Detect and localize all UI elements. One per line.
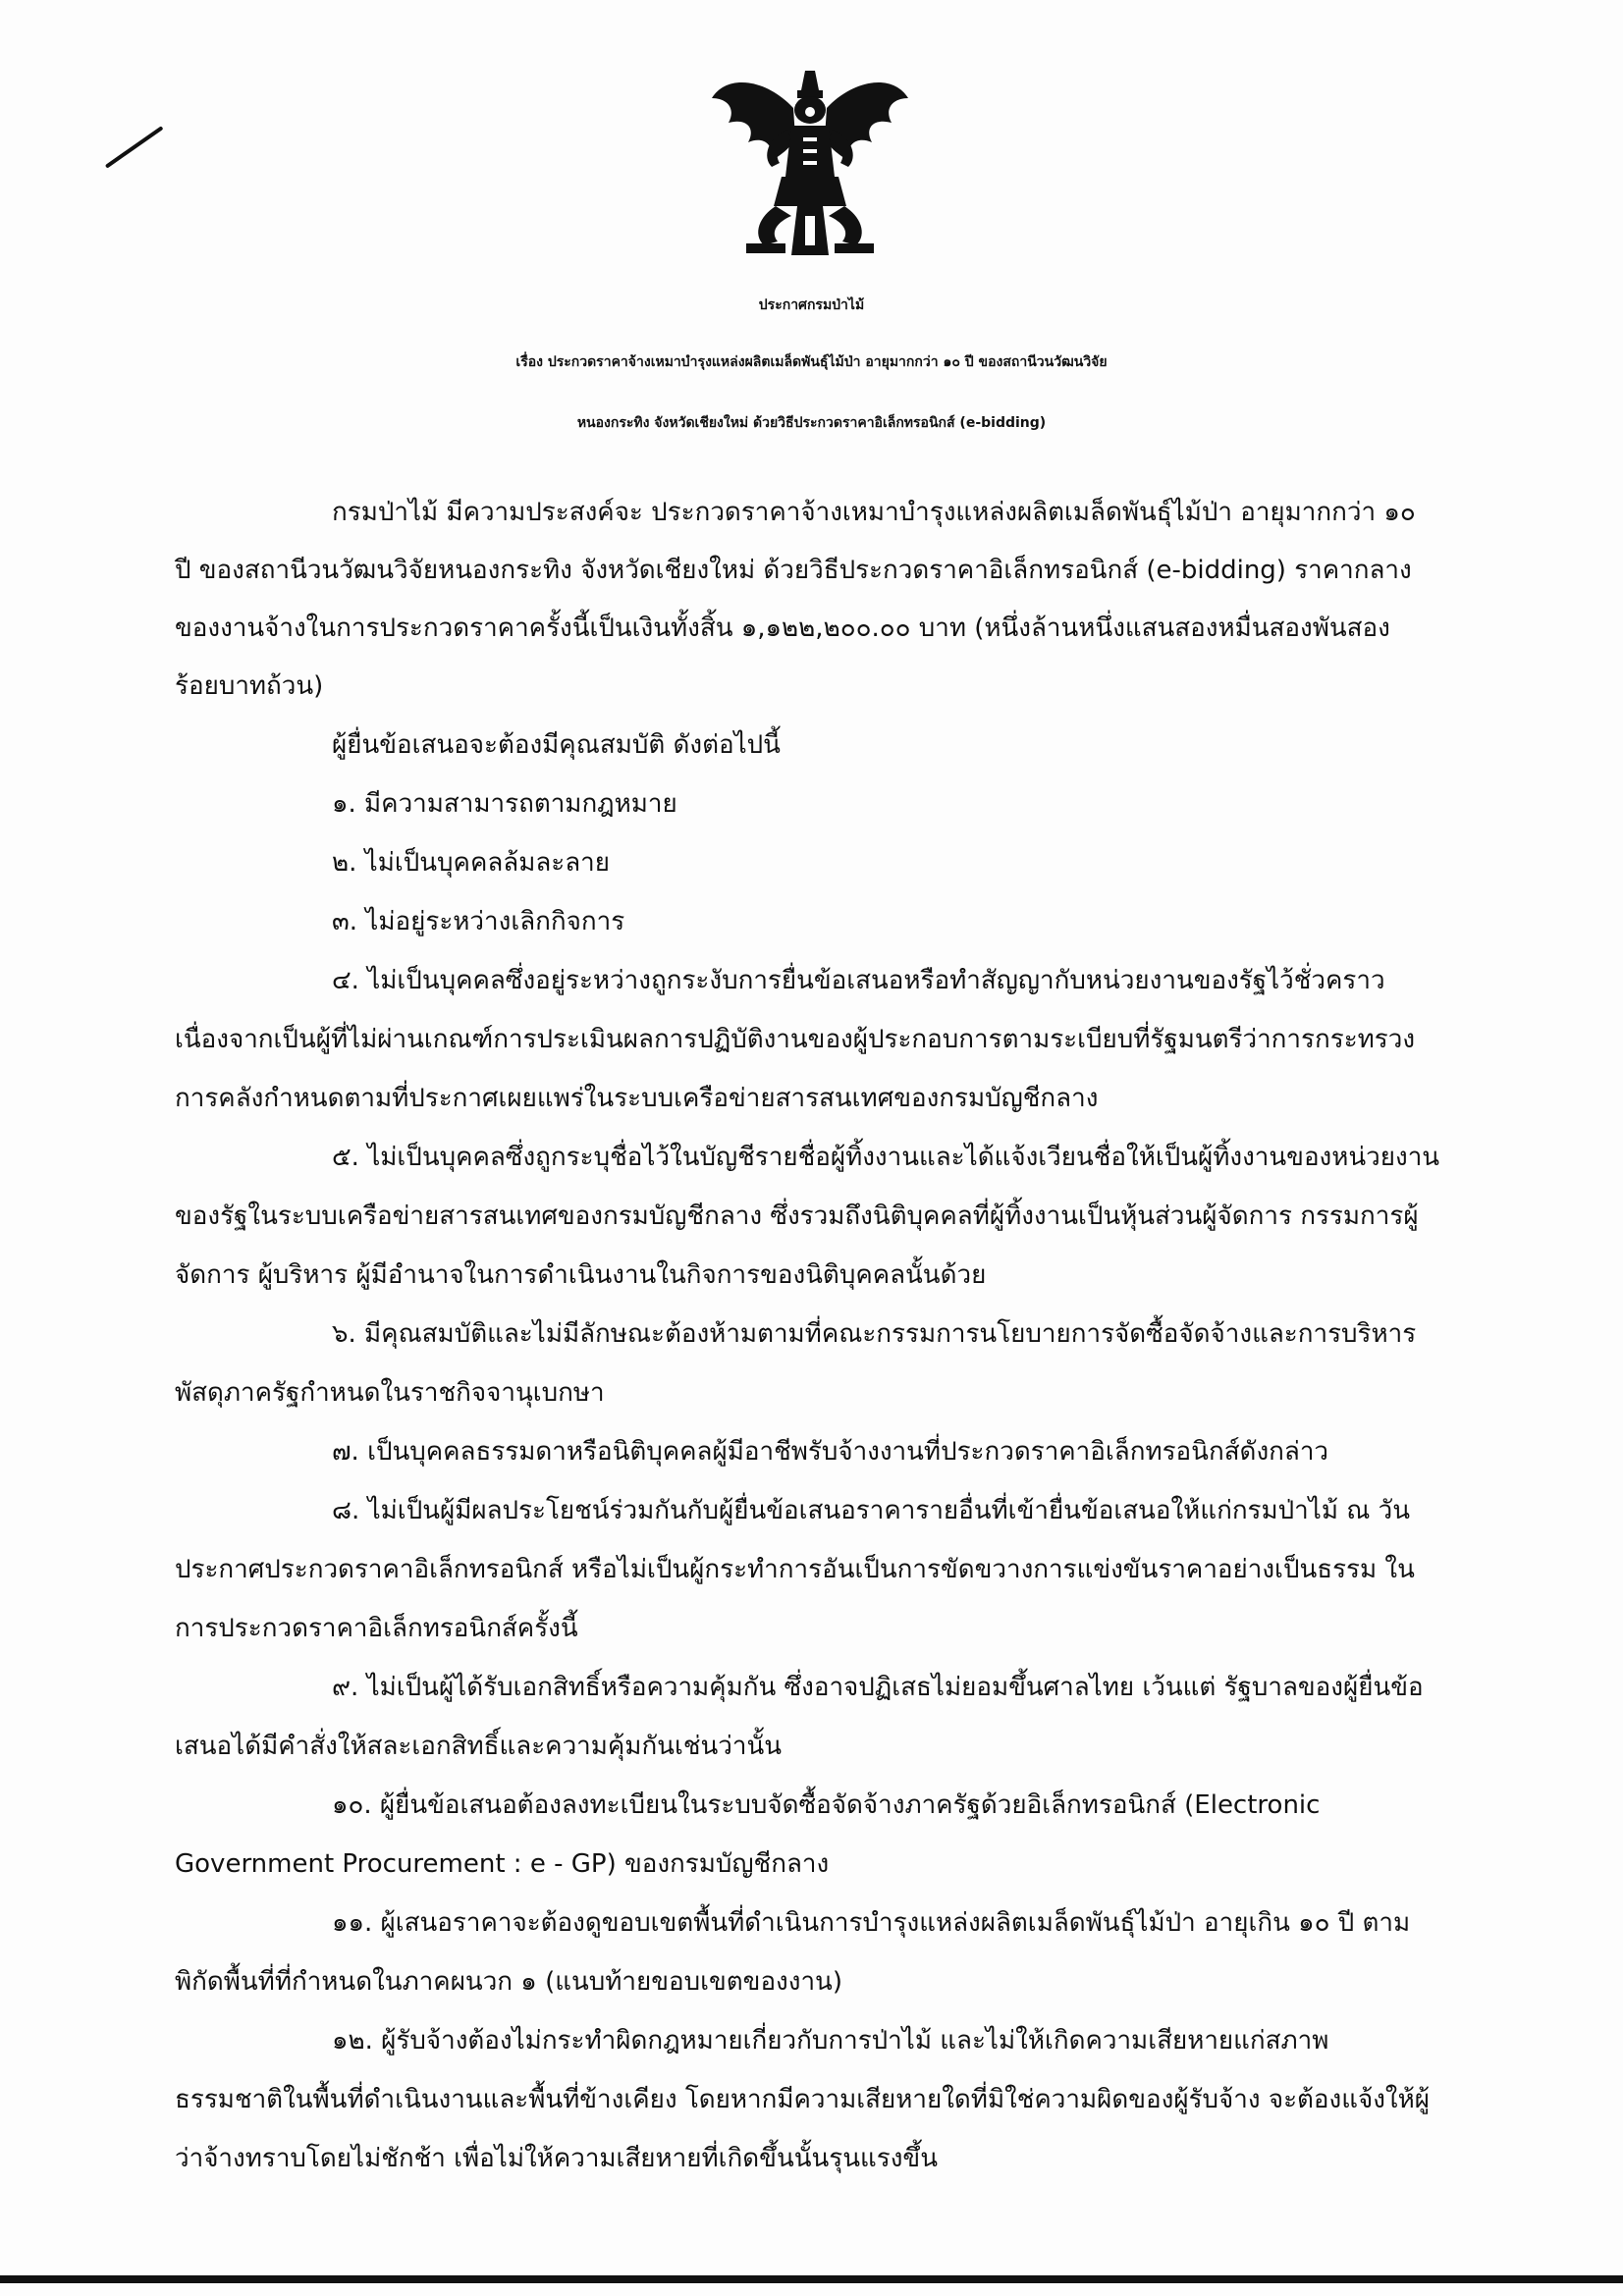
- body-line: ธรรมชาติในพื้นที่ดำเนินงานและพื้นที่ข้างเคียง โดยหากมีความเสียหายใดที่มิใช่ความผิดของผู้รับจ้าง จะต้องแจ้งให้ผู้: [175, 2085, 1430, 2114]
- qualification-item: ๑๐. ผู้ยื่นข้อเสนอต้องลงทะเบียนในระบบจัดซื้อจัดจ้างภาครัฐด้วยอิเล็กทรอนิกส์ (Electronic: [332, 1790, 1321, 1820]
- body-line: ร้อยบาทถ้วน): [175, 671, 324, 701]
- qualification-item: ๕. ไม่เป็นบุคคลซึ่งถูกระบุชื่อไว้ในบัญชีรายชื่อผู้ทิ้งงานและได้แจ้งเวียนชื่อให้เป็นผู้ทิ้งงานของหน่วยงาน: [332, 1143, 1440, 1172]
- body-line: กรมป่าไม้ มีความประสงค์จะ ประกวดราคาจ้างเหมาบำรุงแหล่งผลิตเมล็ดพันธุ์ไม้ป่า อายุมากกว่า ๑๐: [332, 498, 1416, 527]
- qualification-item: ๔. ไม่เป็นบุคคลซึ่งอยู่ระหว่างถูกระงับการยื่นข้อเสนอหรือทำสัญญากับหน่วยงานของรัฐไว้ชั่วคราว: [332, 966, 1385, 995]
- pen-mark: [105, 126, 164, 168]
- qualification-item: ๑๑. ผู้เสนอราคาจะต้องดูขอบเขตพื้นที่ดำเนินการบำรุงแหล่งผลิตเมล็ดพันธุ์ไม้ป่า อายุเกิน ๑๐ ปี ตาม: [332, 1908, 1411, 1938]
- qualification-item: ๓. ไม่อยู่ระหว่างเลิกกิจการ: [332, 907, 625, 936]
- body-line: การประกวดราคาอิเล็กทรอนิกส์ครั้งนี้: [175, 1614, 578, 1643]
- body-line: จัดการ ผู้บริหาร ผู้มีอำนาจในการดำเนินงานในกิจการของนิติบุคคลนั้นด้วย: [175, 1260, 987, 1290]
- garuda-emblem-icon: [707, 69, 913, 260]
- body-line: ปี ของสถานีวนวัฒนวิจัยหนองกระทิง จังหวัดเชียงใหม่ ด้วยวิธีประกวดราคาอิเล็กทรอนิกส์ (e-bidding) ราคากลาง: [175, 556, 1412, 585]
- qualification-item: ๗. เป็นบุคคลธรรมดาหรือนิติบุคคลผู้มีอาชีพรับจ้างงานที่ประกวดราคาอิเล็กทรอนิกส์ดังกล่าว: [332, 1437, 1329, 1467]
- announcement-subject-line-1: เรื่อง ประกวดราคาจ้างเหมาบำรุงแหล่งผลิตเมล็ดพันธุ์ไม้ป่า อายุมากกว่า ๑๐ ปี ของสถานีวนวัฒนวิจัย: [515, 354, 1108, 370]
- qualification-item: ๒. ไม่เป็นบุคคลล้มละลาย: [332, 848, 611, 878]
- body-line: ของรัฐในระบบเครือข่ายสารสนเทศของกรมบัญชีกลาง ซึ่งรวมถึงนิติบุคคลที่ผู้ทิ้งงานเป็นหุ้นส่วนผู้จัดการ กรรมการผู้: [175, 1201, 1419, 1231]
- body-line: พัสดุภาครัฐกำหนดในราชกิจจานุเบกษา: [175, 1378, 605, 1408]
- body-line: เสนอได้มีคำสั่งให้สละเอกสิทธิ์และความคุ้มกันเช่นว่านั้น: [175, 1732, 783, 1761]
- announcement-org-title: ประกาศกรมป่าไม้: [758, 297, 865, 313]
- scan-edge-rule: [0, 2275, 1623, 2283]
- qualification-item: ๖. มีคุณสมบัติและไม่มีลักษณะต้องห้ามตามที่คณะกรรมการนโยบายการจัดซื้อจัดจ้างและการบริหาร: [332, 1319, 1417, 1349]
- body-line: ว่าจ้างทราบโดยไม่ชักช้า เพื่อไม่ให้ความเสียหายที่เกิดขึ้นนั้นรุนแรงขึ้น: [175, 2144, 938, 2173]
- qualification-item: ๙. ไม่เป็นผู้ได้รับเอกสิทธิ์หรือความคุ้มกัน ซึ่งอาจปฏิเสธไม่ยอมขึ้นศาลไทย เว้นแต่ รัฐบาลของผู้ยื่นข้อ: [332, 1673, 1424, 1702]
- body-line: ผู้ยื่นข้อเสนอจะต้องมีคุณสมบัติ ดังต่อไปนี้: [332, 730, 781, 760]
- body-line: Government Procurement : e - GP) ของกรมบัญชีกลาง: [175, 1849, 830, 1879]
- body-line: ประกาศประกวดราคาอิเล็กทรอนิกส์ หรือไม่เป็นผู้กระทำการอันเป็นการขัดขวางการแข่งขันราคาอย่างเป็นธรรม ใน: [175, 1555, 1415, 1584]
- body-line: ของงานจ้างในการประกวดราคาครั้งนี้เป็นเงินทั้งสิ้น ๑,๑๒๒,๒๐๐.๐๐ บาท (หนึ่งล้านหนึ่งแสนสองหมื่นสองพันสอง: [175, 614, 1390, 643]
- body-line: พิกัดพื้นที่ที่กำหนดในภาคผนวก ๑ (แนบท้ายขอบเขตของงาน): [175, 1967, 842, 1997]
- body-line: เนื่องจากเป็นผู้ที่ไม่ผ่านเกณฑ์การประเมินผลการปฏิบัติงานของผู้ประกอบการตามระเบียบที่รัฐมนตรีว่าการกระทรวง: [175, 1025, 1416, 1054]
- body-line: การคลังกำหนดตามที่ประกาศเผยแพร่ในระบบเครือข่ายสารสนเทศของกรมบัญชีกลาง: [175, 1084, 1099, 1113]
- qualification-item: ๘. ไม่เป็นผู้มีผลประโยชน์ร่วมกันกับผู้ยื่นข้อเสนอราคารายอื่นที่เข้ายื่นข้อเสนอให้แก่กรมป่าไม้ ณ วัน: [332, 1496, 1411, 1525]
- announcement-subject-line-2: หนองกระทิง จังหวัดเชียงใหม่ ด้วยวิธีประกวดราคาอิเล็กทรอนิกส์ (e-bidding): [576, 415, 1047, 431]
- qualification-item: ๑. มีความสามารถตามกฎหมาย: [332, 789, 677, 819]
- qualification-item: ๑๒. ผู้รับจ้างต้องไม่กระทำผิดกฎหมายเกี่ยวกับการป่าไม้ และไม่ให้เกิดความเสียหายแก่สภาพ: [332, 2026, 1329, 2056]
